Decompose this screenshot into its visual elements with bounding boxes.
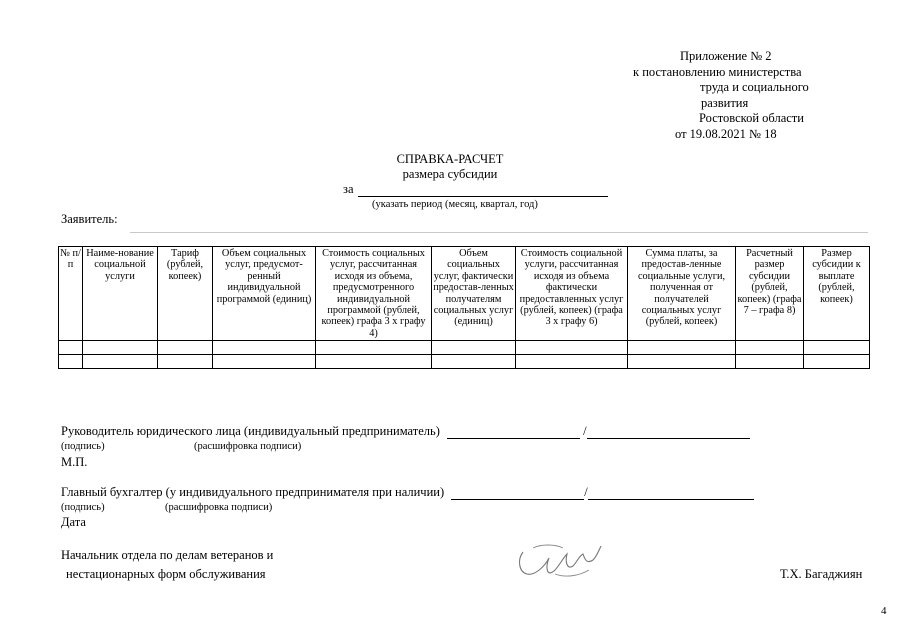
table-cell [213, 341, 316, 355]
calculation-table [58, 246, 870, 369]
accountant-decode-blank [588, 487, 754, 500]
table-cell [83, 341, 158, 355]
accountant-sign-hint: (подпись) [61, 502, 105, 513]
table-cell [316, 341, 432, 355]
appendix-block [600, 49, 880, 142]
accountant-decode-hint: (расшифровка подписи) [165, 502, 273, 513]
table-row [59, 355, 870, 369]
document-title: СПРАВКА-РАСЧЕТ [396, 152, 504, 166]
official-name: Т.Х. Багаджиян [780, 567, 863, 581]
page-number: 4 [881, 605, 887, 617]
appendix-line-3: труда и социального [700, 80, 809, 94]
applicant-blank-line [130, 232, 868, 233]
table-cell [213, 355, 316, 369]
table-header-row [59, 247, 870, 341]
column-header: Сумма платы, за предостав-ленные социальные услуги, полученная от получателей социальных услуг (рублей, копеек) [628, 247, 736, 341]
table-cell [59, 355, 83, 369]
table-cell [628, 341, 736, 355]
appendix-line-4: развития [701, 95, 749, 110]
table-cell [432, 355, 516, 369]
manager-separator: / [583, 424, 587, 438]
column-header: Объем социальных услуг, фактически предостав-ленных получателям социальных услуг (единиц) [432, 247, 516, 341]
table-cell [628, 355, 736, 369]
period-field [343, 182, 608, 197]
table-row [59, 341, 870, 355]
table-cell [158, 341, 213, 355]
table-cell [59, 341, 83, 355]
document-subtitle: размера субсидии [402, 167, 498, 181]
accountant-label: Главный бухгалтер (у индивидуального предпринимателя при наличии) [61, 485, 445, 499]
applicant-label: Заявитель: [61, 212, 118, 226]
period-prefix: за [343, 182, 354, 196]
table-cell [804, 355, 870, 369]
handwritten-signature [515, 540, 605, 585]
accountant-signature-line [61, 485, 754, 500]
manager-signature-line [61, 424, 750, 439]
stamp-label: М.П. [61, 455, 88, 469]
table-cell [432, 341, 516, 355]
period-hint: (указать период (месяц, квартал, год) [372, 199, 538, 210]
date-label: Дата [61, 515, 86, 529]
official-title-line-2: нестационарных форм обслуживания [66, 567, 266, 581]
column-header: Размер субсидии к выплате (рублей, копеек) [804, 247, 870, 341]
table-cell [804, 341, 870, 355]
manager-sign-blank [447, 426, 580, 439]
column-header: Стоимость социальной услуги, рассчитанная исходя из объема фактически предоставленных услуг (рублей, копеек) (графа 3 х графу 6) [516, 247, 628, 341]
manager-decode-hint: (расшифровка подписи) [194, 441, 302, 452]
table-cell [83, 355, 158, 369]
column-header: Стоимость социальных услуг, рассчитанная исходя из объема, предусмотренного индивидуальной программой (рублей, копеек) графа 3 х графу 4) [316, 247, 432, 341]
table-cell [516, 355, 628, 369]
official-title-line-1: Начальник отдела по делам ветеранов и [61, 548, 274, 562]
appendix-line-6: от 19.08.2021 № 18 [675, 126, 777, 141]
column-header: Тариф (рублей, копеек) [158, 247, 213, 341]
accountant-sign-blank [451, 487, 584, 500]
table-cell [516, 341, 628, 355]
appendix-line-5: Ростовской области [699, 111, 804, 125]
column-header: Наиме-нование социальной услуги [83, 247, 158, 341]
accountant-separator: / [584, 485, 588, 499]
table-cell [158, 355, 213, 369]
table-cell [736, 355, 804, 369]
period-blank-line [358, 184, 608, 197]
manager-decode-blank [587, 426, 750, 439]
manager-sign-hint: (подпись) [61, 441, 105, 452]
column-header: Расчетный размер субсидии (рублей, копеек) (графа 7 – графа 8) [736, 247, 804, 341]
appendix-line-2: к постановлению министерства [633, 64, 802, 79]
manager-label: Руководитель юридического лица (индивидуальный предприниматель) [61, 424, 440, 438]
table-cell [736, 341, 804, 355]
column-header: Объем социальных услуг, предусмот-ренный индивидуальной программой (единиц) [213, 247, 316, 341]
table-cell [316, 355, 432, 369]
column-header: № п/п [59, 247, 83, 341]
appendix-line-1: Приложение № 2 [680, 49, 772, 63]
